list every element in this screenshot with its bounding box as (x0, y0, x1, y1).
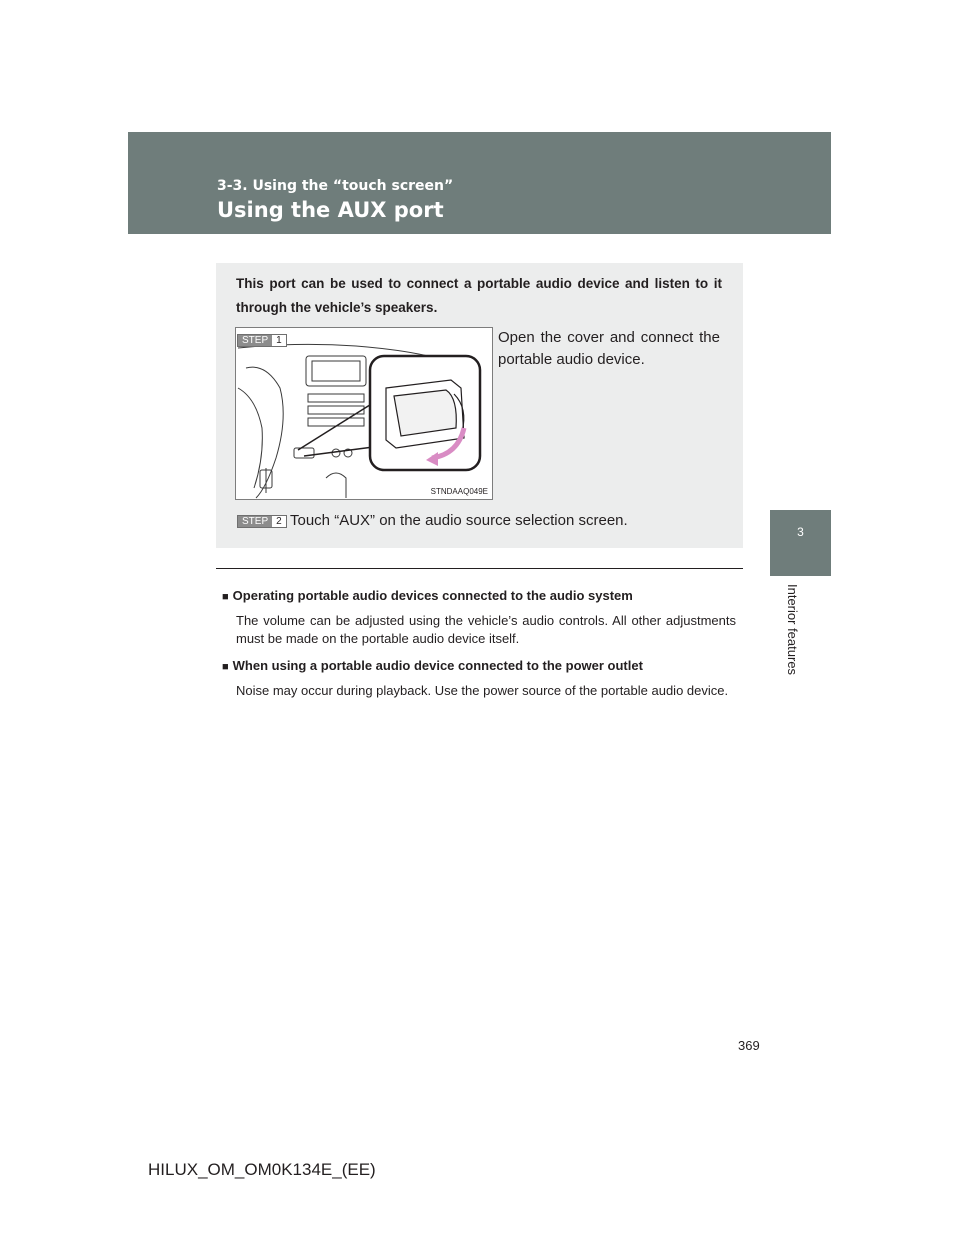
step-2-word: STEP (238, 516, 272, 527)
document-code: HILUX_OM_OM0K134E_(EE) (148, 1160, 376, 1179)
step-1-word: STEP (238, 335, 272, 346)
note-1-heading (222, 588, 633, 603)
chapter-number: 3 (797, 525, 804, 539)
page-title: Using the AUX port (217, 198, 444, 222)
aux-port-illustration (235, 327, 493, 500)
figure-code: STNDAAQ049E (430, 487, 488, 496)
step-2-text: Touch “AUX” on the audio source selection screen. (290, 512, 628, 529)
note-1-body: The volume can be adjusted using the vehicle’s audio controls. All other adjustments must be made on the portable audio device itself. (236, 613, 736, 646)
step-1-badge (237, 334, 287, 347)
intro-text: This port can be used to connect a portable audio device and listen to it through the vehicle’s speakers. (236, 276, 722, 315)
dashboard-drawing (236, 328, 492, 499)
step-1-number: 1 (272, 335, 286, 346)
chapter-label: Interior features (785, 584, 800, 676)
divider (216, 568, 743, 569)
page-number: 369 (738, 1038, 760, 1053)
bullet-icon: ■ (222, 661, 229, 673)
step-2-badge (237, 515, 287, 528)
section-label: 3-3. Using the “touch screen” (217, 178, 454, 194)
step-1-text: Open the cover and connect the portable audio device. (498, 329, 720, 368)
bullet-icon: ■ (222, 591, 229, 603)
step-2-number: 2 (272, 516, 286, 527)
chapter-tab (770, 510, 831, 576)
note-2-body: Noise may occur during playback. Use the power source of the portable audio device. (236, 683, 729, 698)
note-2-heading-text: When using a portable audio device connected to the power outlet (232, 658, 643, 673)
note-2-heading (222, 658, 643, 673)
note-1-heading-text: Operating portable audio devices connected to the audio system (232, 588, 633, 603)
